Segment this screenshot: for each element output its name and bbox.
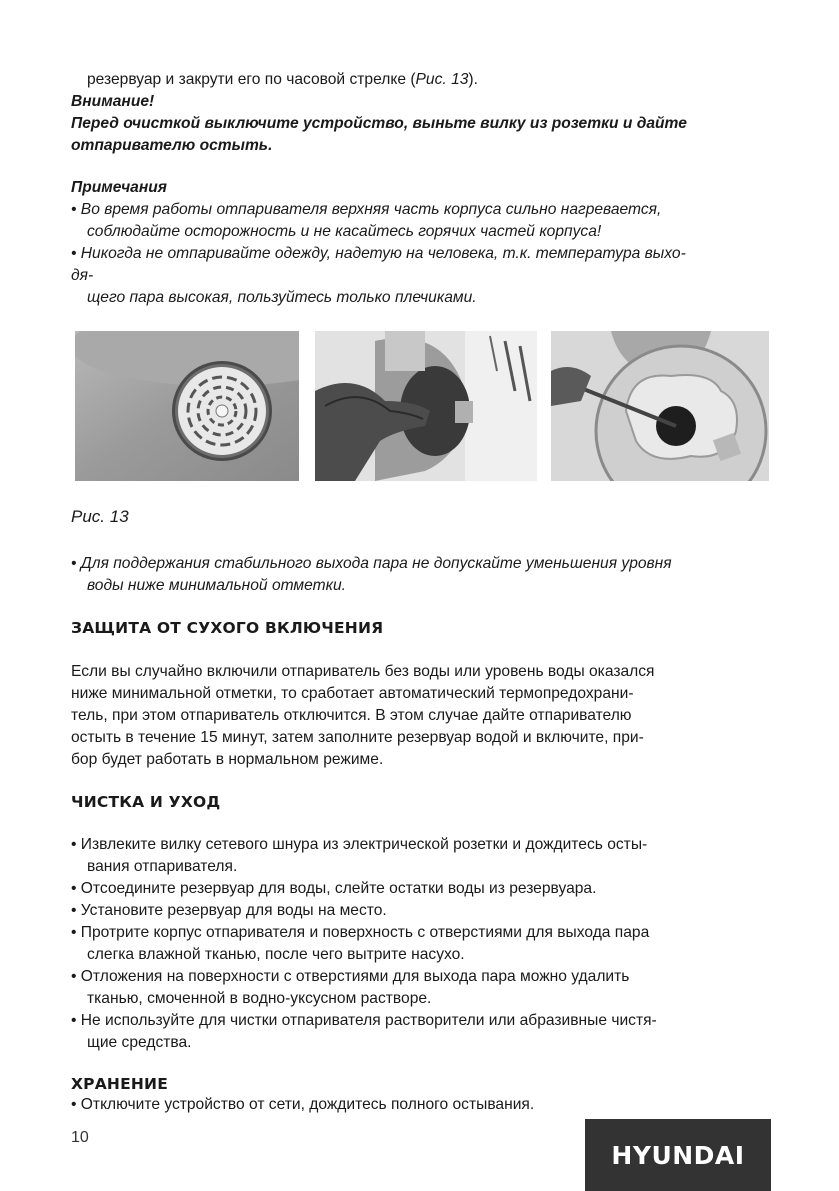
brand-logo: HYUNDAI [585,1119,771,1191]
dry-protection-line: тель, при этом отпариватель отключится. В этом случае дайте отпаривателю [71,707,632,724]
dry-protection-line: ниже минимальной отметки, то сработает автоматический термопредохрани- [71,685,634,702]
intro-text: резервуар и закрути его по часовой стрелке ( [87,71,416,88]
notes-title: Примечания [71,179,167,196]
photo-steam-vent [75,331,299,481]
figure-reference: Рис. 13 [415,71,469,88]
cleaning-line: • Не используйте для чистки отпаривателя растворители или абразивные чистя- [71,1012,657,1029]
warning-title: Внимание! [71,93,155,110]
steam-note-line: • Для поддержания стабильного выхода пара не допускайте уменьшения уровня [71,555,672,572]
cleaning-line: щие средства. [87,1034,192,1051]
cleaning-line: вания отпаривателя. [87,858,238,875]
notes-line: щего пара высокая, пользуйтесь только плечиками. [87,289,477,306]
dry-protection-line: остыть в течение 15 минут, затем заполните резервуар водой и включите, при- [71,729,644,746]
notes-line: дя- [71,267,94,284]
cleaning-line: • Установите резервуар для воды на место. [71,902,387,919]
photo-cleaning-valve [551,331,769,481]
cleaning-line: тканью, смоченной в водно-уксусном растворе. [87,990,432,1007]
notes-line: • Во время работы отпаривателя верхняя часть корпуса сильно нагревается, [71,201,662,218]
dry-protection-heading: ЗАЩИТА ОТ СУХОГО ВКЛЮЧЕНИЯ [71,619,384,637]
steam-note-line: воды ниже минимальной отметки. [87,577,346,594]
storage-line: • Отключите устройство от сети, дождитесь полного остывания. [71,1096,535,1113]
cleaning-line: • Отсоедините резервуар для воды, слейте остатки воды из резервуара. [71,880,597,897]
dry-protection-line: Если вы случайно включили отпариватель без воды или уровень воды оказался [71,663,655,680]
cleaning-line: слегка влажной тканью, после чего вытрите насухо. [87,946,465,963]
intro-line [87,69,478,91]
notes-line: • Никогда не отпаривайте одежду, надетую на человека, т.к. температура выхо- [71,245,686,262]
dry-protection-line: бор будет работать в нормальном режиме. [71,751,384,768]
cleaning-heading: ЧИСТКА И УХОД [71,793,221,811]
intro-end: ). [468,71,478,88]
cleaning-line: • Отложения на поверхности с отверстиями для выхода пара можно удалить [71,968,630,985]
cleaning-line: • Протрите корпус отпаривателя и поверхность с отверстиями для выхода пара [71,924,650,941]
warning-line: Перед очисткой выключите устройство, выньте вилку из розетки и дайте [71,115,687,132]
warning-line: отпаривателю остыть. [71,137,273,154]
cleaning-line: • Извлеките вилку сетевого шнура из электрической розетки и дождитесь осты- [71,836,648,853]
storage-heading: ХРАНЕНИЕ [71,1075,168,1093]
figure-caption: Рис. 13 [71,507,129,526]
notes-line: соблюдайте осторожность и не касайтесь горячих частей корпуса! [87,223,602,240]
photo-removing-tank [315,331,537,481]
page-number: 10 [71,1129,89,1146]
